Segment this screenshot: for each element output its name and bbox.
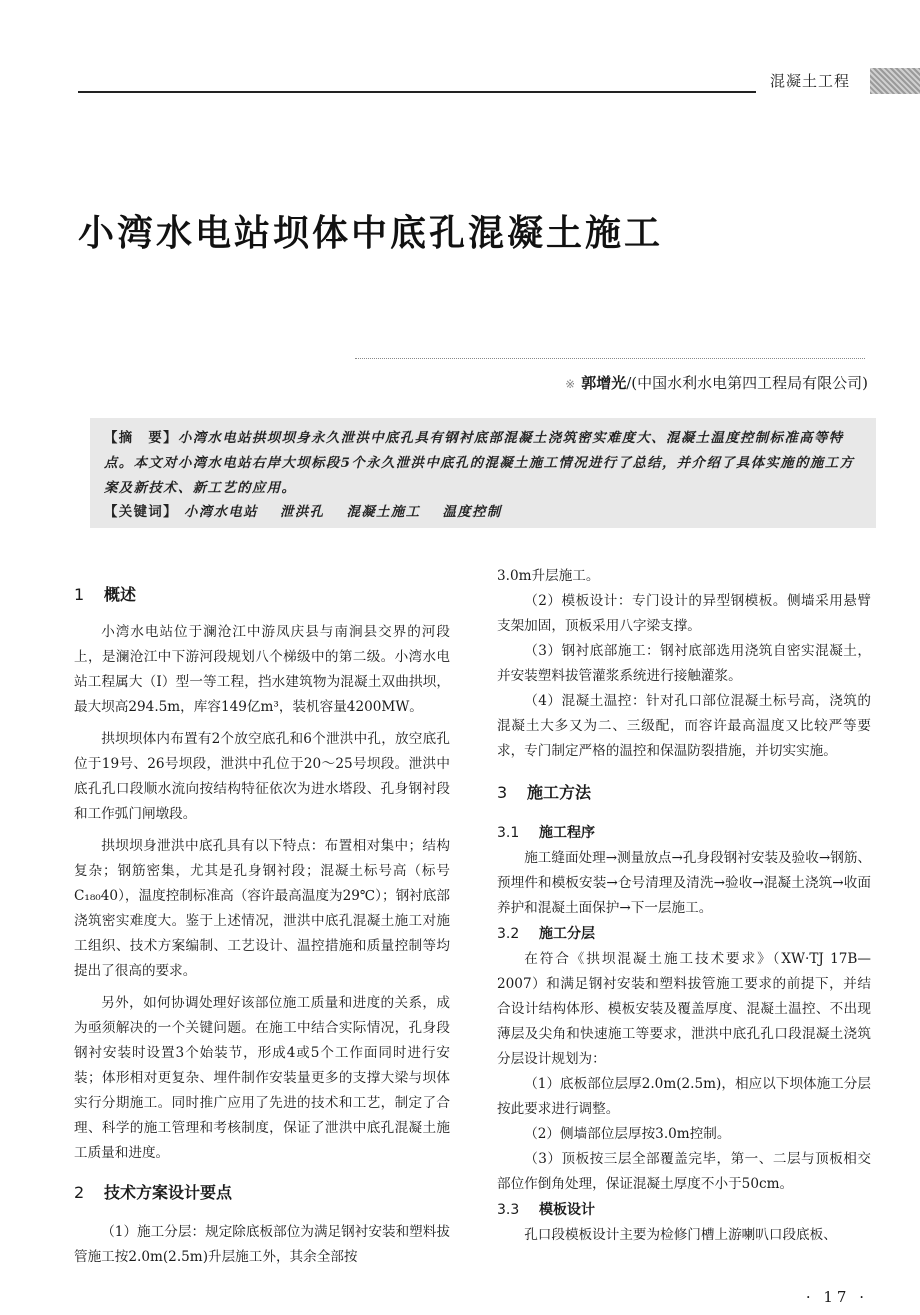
paragraph: （2）模板设计：专门设计的异型钢模板。侧墙采用悬臂支架加固，顶板采用八字梁支撑。 — [497, 593, 871, 634]
header-texture-block — [870, 68, 920, 94]
subsection-heading-3-3: 3.3 模板设计 — [497, 1202, 595, 1218]
paragraph: 3.0m升层施工。 — [497, 568, 600, 584]
section-heading-3: 3 施工方法 — [497, 783, 592, 802]
author-name: 郭增光 — [581, 374, 627, 392]
dotted-divider — [355, 358, 865, 359]
header-rule — [78, 91, 756, 93]
keyword: 泄洪孔 — [280, 504, 325, 520]
keyword: 混凝土施工 — [346, 504, 421, 520]
paragraph: 拱坝坝体内布置有2个放空底孔和6个泄洪中孔，放空底孔位于19号、26号坝段，泄洪中孔位于20～25号坝段。泄洪中底孔孔口段顺水流向按结构特征依次为进水塔段、孔身钢衬段和工作弧门闸墩段。 — [74, 731, 450, 822]
section-heading-2: 2 技术方案设计要点 — [74, 1183, 233, 1202]
paragraph: 施工缝面处理→测量放点→孔身段钢衬安装及验收→钢筋、预埋件和模板安装→仓号清理及清洗→验收→混凝土浇筑→收面养护和混凝土面保护→下一层施工。 — [497, 850, 872, 916]
paragraph: （1）施工分层：规定除底板部位为满足钢衬安装和塑料拔管施工按2.0m(2.5m)升层施工外，其余全部按 — [74, 1224, 450, 1265]
page-number: · 17 · — [805, 1288, 868, 1306]
section-label: 混凝土工程 — [770, 72, 851, 90]
paragraph: 孔口段模板设计主要为检修门槽上游喇叭口段底板、 — [524, 1227, 837, 1243]
author-mark: ※ — [565, 377, 576, 391]
subsection-heading-3-2: 3.2 施工分层 — [497, 926, 595, 942]
author-affiliation: /(中国水利水电第四工程局有限公司) — [626, 374, 868, 392]
left-column — [74, 580, 450, 1270]
abstract-text: 小湾水电站拱坝坝身永久泄洪中底孔具有钢衬底部混凝土浇筑密实难度大、混凝土温度控制标准高等特点。本文对小湾水电站右岸大坝标段5个永久泄洪中底孔的混凝土施工情况进行了总结，并介绍了具体实施的施工方案及新技术、新工艺的应用。 — [104, 430, 855, 496]
paragraph: （2）侧墙部位层厚按3.0m控制。 — [524, 1126, 731, 1142]
keywords — [104, 500, 856, 524]
paragraph: 在符合《拱坝混凝土施工技术要求》（XW·TJ 17B—2007）和满足钢衬安装和塑料拔管施工要求的前提下，并结合设计结构体形、模板安装及覆盖厚度、混凝土温控、不出现薄层及尖角和快速施工等要求，泄洪中底孔孔口段混凝土浇筑分层设计规划为： — [497, 951, 871, 1067]
abstract-label: 【摘 要】 — [104, 430, 178, 446]
right-column — [497, 564, 871, 1248]
author-line — [565, 372, 868, 393]
keyword: 小湾水电站 — [184, 504, 258, 520]
section-heading-1: 1 概述 — [74, 585, 137, 604]
paragraph: （4）混凝土温控：针对孔口部位混凝土标号高，浇筑的混凝土大多又为二、三级配，而容许最高温度又比较严等要求，专门制定严格的温控和保温防裂措施，并切实实施。 — [497, 693, 871, 759]
paragraph: 拱坝坝身泄洪中底孔具有以下特点：布置相对集中；结构复杂；钢筋密集，尤其是孔身钢衬段；混凝土标号高（标号C₁₈₀40），温度控制标准高（容许最高温度为29℃）；钢衬底部浇筑密实难度大。鉴于上述情况，泄洪中底孔混凝土施工对施工组织、技术方案编制、工艺设计、温控措施和质量控制等均提出了很高的要求。 — [74, 838, 450, 979]
abstract — [104, 426, 856, 501]
keyword: 温度控制 — [442, 504, 502, 520]
paragraph: （3）顶板按三层全部覆盖完毕，第一、二层与顶板相交部位作倒角处理，保证混凝土厚度不小于50cm。 — [497, 1151, 871, 1192]
paragraph: （1）底板部位层厚2.0m(2.5m)，相应以下坝体施工分层按此要求进行调整。 — [497, 1076, 871, 1117]
keywords-label: 【关键词】 — [104, 504, 178, 520]
paragraph: 另外，如何协调处理好该部位施工质量和进度的关系，成为亟须解决的一个关键问题。在施工中结合实际情况，孔身段钢衬安装时设置3个始装节，形成4或5个工作面同时进行安装；体形相对更复杂、埋件制作安装量更多的支撑大梁与坝体实行分期施工。同时推广应用了先进的技术和工艺，制定了合理、科学的施工管理和考核制度，保证了泄洪中底孔混凝土施工质量和进度。 — [74, 995, 450, 1161]
subsection-heading-3-1: 3.1 施工程序 — [497, 825, 595, 841]
paragraph: 小湾水电站位于澜沧江中游凤庆县与南涧县交界的河段上，是澜沧江中下游河段规划八个梯级中的第二级。小湾水电站工程属大（Ⅰ）型一等工程，挡水建筑物为混凝土双曲拱坝，最大坝高294.5m，库容149亿m³，装机容量4200MW。 — [74, 624, 450, 715]
article-title: 小湾水电站坝体中底孔混凝土施工 — [78, 213, 664, 254]
paragraph: （3）钢衬底部施工：钢衬底部选用浇筑自密实混凝土，并安装塑料拔管灌浆系统进行接触灌浆。 — [497, 643, 871, 684]
